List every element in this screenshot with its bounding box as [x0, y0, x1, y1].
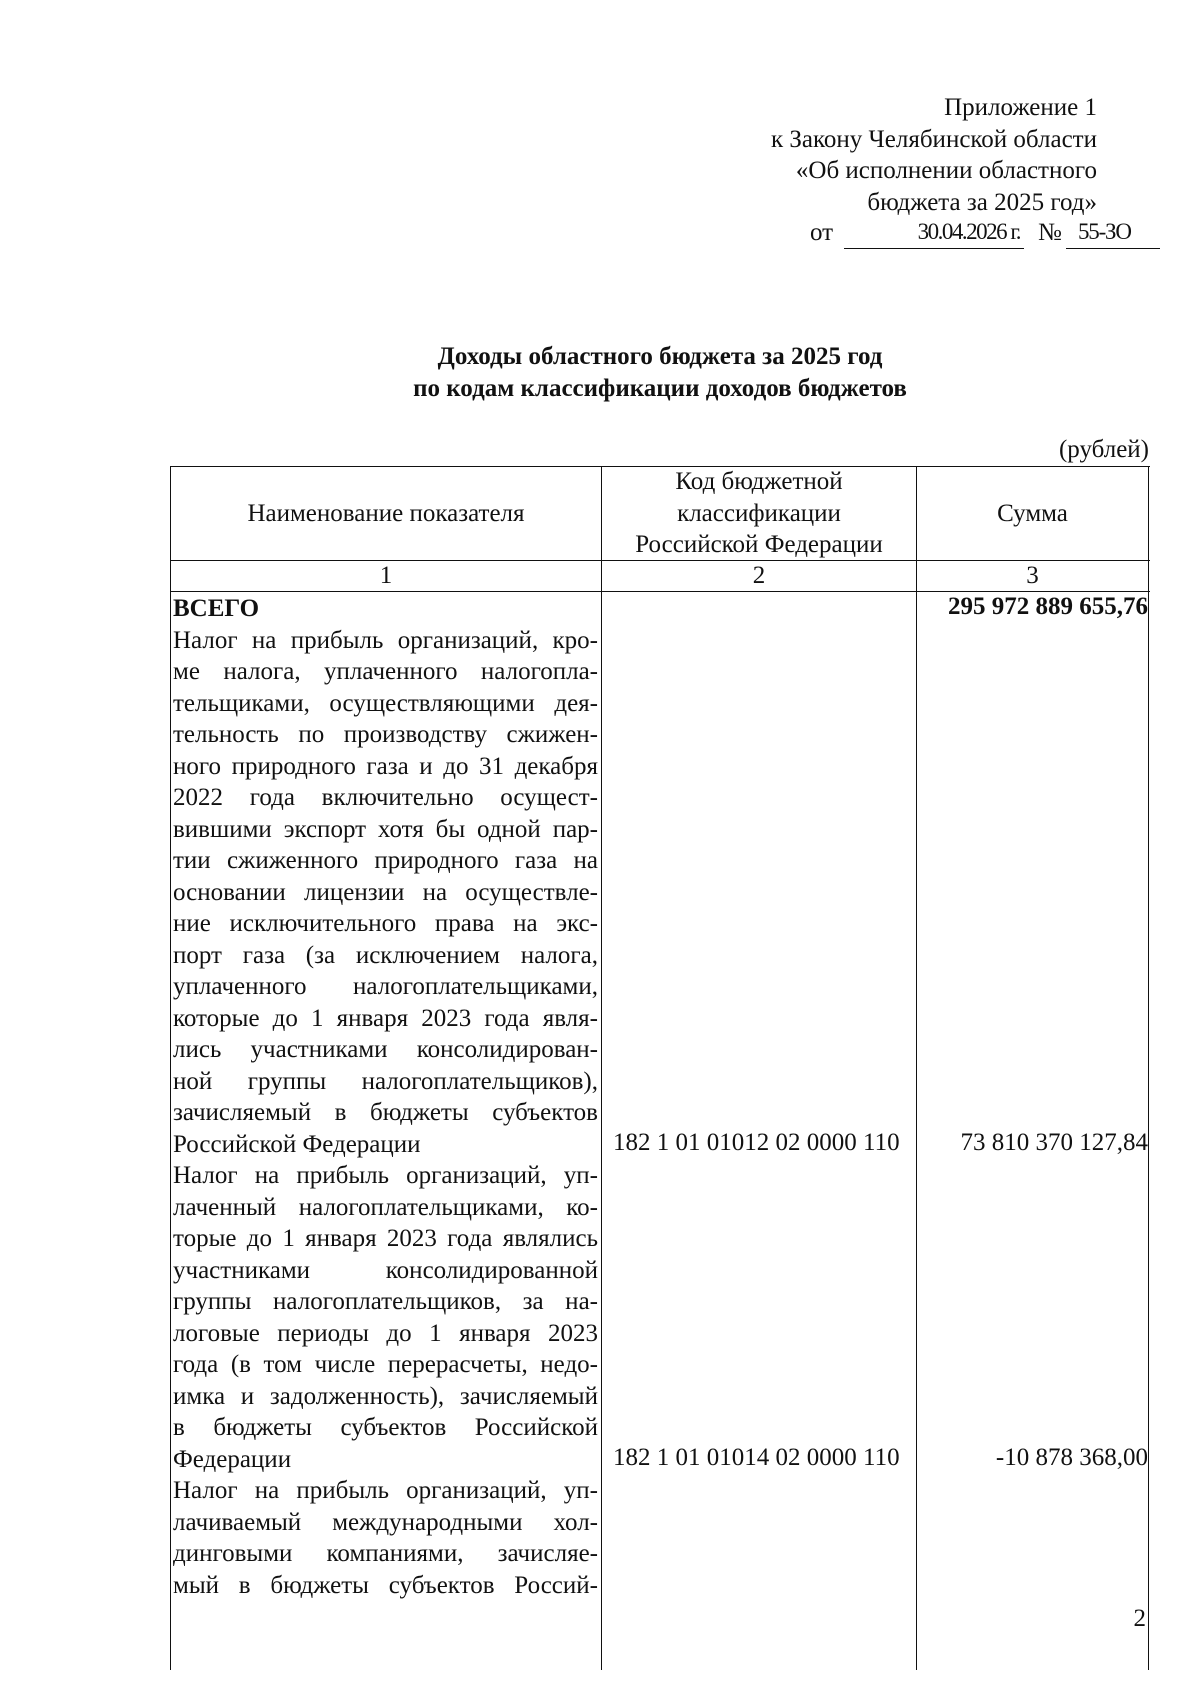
- row-name-line: Налог на прибыль организаций, кро-: [173, 626, 598, 654]
- row-name-line: порт газа (за исключением налога,: [173, 941, 598, 969]
- table-border: [601, 466, 602, 1670]
- column-number: 3: [1026, 562, 1039, 589]
- row-name-line: Федерации: [173, 1445, 292, 1473]
- row-name-line: Налог на прибыль организаций, уп-: [173, 1477, 598, 1504]
- header-sum-text: Сумма: [997, 499, 1068, 527]
- row-name-line: торые до 1 января 2023 года являлись: [173, 1225, 598, 1252]
- row-name-line: тии сжиженного природного газа на: [173, 847, 598, 874]
- row-name-line: имка и задолженность), зачисляемый: [173, 1382, 598, 1410]
- column-number: 2: [752, 562, 766, 589]
- law-number: 55-ЗО: [1066, 219, 1160, 249]
- table-border: [1148, 466, 1149, 1670]
- table-border: [170, 591, 1150, 592]
- budget-code: 182 1 01 01014 02 0000 110: [613, 1443, 900, 1471]
- appendix-header: [657, 92, 1097, 218]
- row-name-line: лаченный налогоплательщиками, ко-: [173, 1193, 598, 1221]
- row-name-line: года (в том числе перерасчеты, недо-: [173, 1351, 598, 1378]
- row-name-line: участниками консолидированной: [173, 1256, 598, 1284]
- header-code-line: Российской Федерации: [635, 531, 883, 559]
- row-name-line: логовые периоды до 1 января 2023: [173, 1319, 598, 1347]
- row-name-line: динговыми компаниями, зачисляе-: [173, 1540, 598, 1567]
- document-title: [0, 341, 1200, 405]
- unit-label: (рублей): [1058, 436, 1149, 463]
- title-line-1: Доходы областного бюджета за 2025 год: [437, 343, 883, 370]
- row-name-line: в бюджеты субъектов Российской: [173, 1414, 598, 1441]
- row-name-line: мый в бюджеты субъектов Россий-: [173, 1571, 598, 1599]
- row-name-line: лачиваемый международными хол-: [173, 1508, 598, 1536]
- row-name-line: уплаченного налогоплательщиками,: [173, 973, 598, 1000]
- appendix-line: к Закону Челябинской области: [771, 125, 1097, 153]
- table-row: [173, 1160, 598, 1475]
- row-sum: -10 878 368,00: [995, 1443, 1148, 1471]
- row-name-line: ного природного газа и до 31 декабря: [173, 752, 598, 780]
- total-sum: 295 972 889 655,76: [948, 593, 1148, 620]
- row-name-line: ВСЕГО: [173, 595, 260, 622]
- table-row: [173, 625, 598, 1161]
- column-number: 1: [379, 562, 393, 589]
- row-name-line: лись участниками консолидирован-: [173, 1036, 598, 1063]
- appendix-line: Приложение 1: [944, 94, 1097, 121]
- row-name-line: тельщиками, осуществляющими дея-: [173, 689, 598, 717]
- row-name-line: Налог на прибыль организаций, уп-: [173, 1162, 598, 1189]
- table-border: [916, 466, 917, 1670]
- row-name-line: вившими экспорт хотя бы одной пар-: [173, 815, 598, 843]
- date-prefix: от: [810, 219, 834, 246]
- row-name-line: основании лицензии на осуществле-: [173, 878, 598, 906]
- page-number: 2: [1133, 1605, 1146, 1632]
- law-date: 30.04.2026 г.: [844, 219, 1024, 249]
- row-name-line: ной группы налогоплательщиков),: [173, 1067, 598, 1095]
- law-date-line: [810, 219, 1150, 251]
- row-name-line: группы налогоплательщиков, за на-: [173, 1288, 598, 1315]
- table-row-total: [173, 593, 598, 625]
- appendix-line: бюджета за 2025 год»: [867, 188, 1097, 216]
- budget-code: 182 1 01 01012 02 0000 110: [613, 1128, 900, 1156]
- number-prefix: №: [1038, 219, 1062, 246]
- row-name-line: зачисляемый в бюджеты субъектов: [173, 1099, 598, 1126]
- title-line-2: по кодам классификации доходов бюджетов: [413, 375, 907, 402]
- row-name-line: Российской Федерации: [173, 1130, 421, 1158]
- table-border: [170, 466, 171, 1670]
- header-name: [172, 467, 600, 560]
- header-code-line: Код бюджетной: [675, 468, 843, 496]
- header-code: [603, 467, 915, 560]
- header-code-line: классификации: [677, 499, 841, 527]
- row-sum: 73 810 370 127,84: [960, 1128, 1148, 1156]
- header-name-text: Наименование показателя: [247, 499, 525, 527]
- row-name-line: которые до 1 января 2023 года явля-: [173, 1004, 598, 1032]
- row-name-line: тельность по производству сжижен-: [173, 721, 598, 748]
- row-name-line: ние исключительного права на экс-: [173, 910, 598, 937]
- header-sum: [918, 467, 1147, 560]
- row-name-line: ме налога, уплаченного налогопла-: [173, 658, 598, 685]
- row-name-line: 2022 года включительно осущест-: [173, 784, 598, 811]
- table-row: [173, 1475, 598, 1601]
- appendix-line: «Об исполнении областного: [795, 157, 1097, 184]
